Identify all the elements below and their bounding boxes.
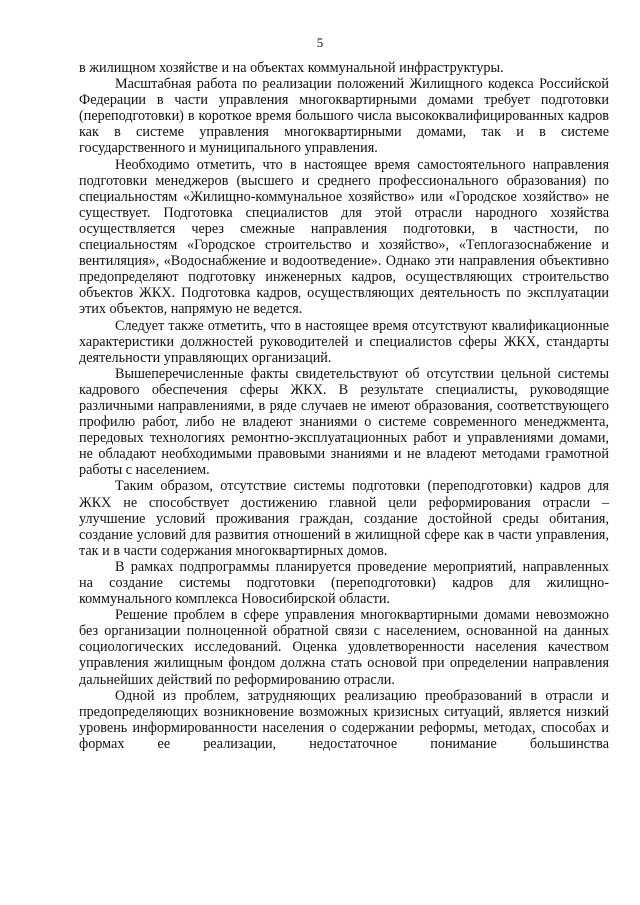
paragraph-housing-code: Масштабная работа по реализации положений Жилищного кодекса Российской Федерации в части управления многоквартирными домами требует подготовки (переподготовки) в короткое время большого числа высококвалифицированных кадров как в системе управления многоквартирными домами, так и в системе государственного и муниципального управления.	[79, 76, 609, 157]
paragraph-specialties: Необходимо отметить, что в настоящее время самостоятельного направления подготовки менеджеров (высшего и среднего профессионального образования) по специальностям «Жилищно-коммунальное хозяйство» или «Городское хозяйство» не существует. Подготовка специалистов для этой отрасли народного хозяйства осуществляется через смежные направления подготовки, в частности, по специальностям «Городское строительство и хозяйство», «Теплогазоснабжение и вентиляция», «Водоснабжение и водоотведение». Однако эти направления объективно предопределяют подготовку инженерных кадров, осуществляющих строительство объектов ЖКХ. Подготовка кадров, осуществляющих деятельность по эксплуатации этих объектов, напрямую не ведется.	[79, 156, 609, 318]
paragraph-reform-goal: Таким образом, отсутствие системы подготовки (переподготовки) кадров для ЖКХ не способствует достижению главной цели реформирования отрасли – улучшение условий проживания граждан, создание достойной среды обитания, создание условий для развития отношений в жилищной сфере как в части управления, так и в части содержания многоквартирных домов.	[79, 478, 609, 559]
paragraph-continuation: в жилищном хозяйстве и на объектах коммунальной инфраструктуры.	[79, 60, 504, 76]
paragraph-staffing-system: Вышеперечисленные факты свидетельствуют об отсутствии цельной системы кадрового обеспечения сферы ЖКХ. В результате специалисты, руководящие различными направлениями, в ряде случаев не имеют образования, соответствующего профилю работ, либо не владеют знаниями о системе современного менеджмента, передовых технологиях ремонтно-эксплуатационных работ и управлениями домами, не обладают необходимыми правовыми знаниями и не владеют методами грамотной работы с населением.	[79, 365, 609, 479]
paragraph-feedback: Решение проблем в сфере управления многоквартирными домами невозможно без организации полноценной обратной связи с населением, основанной на данных социологических исследований. Оценка удовлетворенности населения качеством управления жилищным фондом должна стать основой при определении направления дальнейших действий по реформированию отрасли.	[79, 607, 609, 688]
paragraph-subprogram: В рамках подпрограммы планируется проведение мероприятий, направленных на создание системы подготовки (переподготовки) кадров для жилищно-коммунального комплекса Новосибирской области.	[79, 558, 609, 608]
document-text-body	[79, 60, 609, 752]
paragraph-awareness: Одной из проблем, затрудняющих реализацию преобразований в отрасли и предопределяющих возникновение возможных кризисных ситуаций, является низкий уровень информированности населения о содержании реформы, методах, способах и формах ее реализации, недостаточное понимание большинства	[79, 687, 609, 752]
paragraph-qualifications: Следует также отметить, что в настоящее время отсутствуют квалификационные характеристики должностей руководителей и специалистов сферы ЖКХ, стандарты деятельности управляющих организаций.	[79, 317, 609, 366]
page-number: 5	[316, 35, 324, 50]
